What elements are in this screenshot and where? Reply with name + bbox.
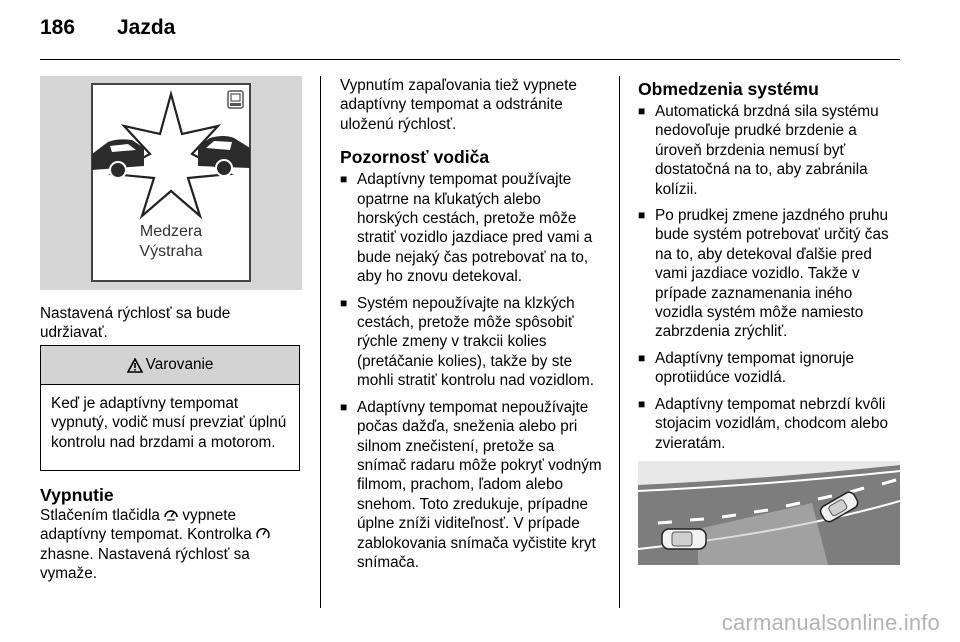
right-column — [638, 78, 900, 486]
attention-list — [340, 170, 602, 572]
chapter-title: Jazda — [117, 16, 176, 39]
vypnutie-text-a: Stlačením tlačidla — [40, 507, 160, 524]
cruise-indicator-icon — [256, 527, 270, 540]
warning-header — [41, 346, 299, 385]
list-item: ■ Po prudkej zmene jazdného pruhu bude systém potrebovať určitý čas na to, aby detekoval ďalšie pred vami jazdiace vozidlo. Takže v prípade zaznamenania iného vozidla systém môže namiesto zabrzdenia zrýchliť. — [638, 206, 900, 342]
list-item: ■ Adaptívny tempomat ignoruje oprotiidúce vozidlá. — [638, 349, 900, 388]
display-text-warning: Výstraha — [139, 243, 203, 260]
page-number: 186 — [40, 16, 76, 39]
heading-driver-attention: Pozornosť vodiča — [340, 147, 490, 168]
gap-warning-illustration — [40, 76, 302, 290]
cruise-off-button-icon — [164, 508, 178, 521]
column-divider-right — [619, 76, 620, 608]
car-own-icon — [662, 529, 706, 549]
curve-road-scene — [638, 461, 900, 565]
warning-triangle-icon — [127, 358, 143, 373]
limits-list — [638, 102, 900, 453]
column-divider-left — [320, 76, 321, 608]
car-front-icon — [228, 91, 243, 108]
vypnutie-paragraph — [40, 506, 302, 584]
list-item: ■ Adaptívny tempomat nebrzdí kvôli stojacim vozidlám, chodcom alebo zvieratám. — [638, 395, 900, 453]
vypnutie-text-c: zhasne. Nastavená rýchlosť sa vymaže. — [40, 545, 250, 583]
section-vypnutie — [40, 484, 302, 584]
ignition-paragraph: Vypnutím zapaľovania tiež vypnete adaptívny tempomat a odstránite uloženú rýchlosť. — [340, 77, 577, 133]
warning-text: Keď je adaptívny tempomat vypnutý, vodič musí prevziať úplnú kontrolu nad brzdami a motorom. — [51, 395, 287, 451]
intro-paragraph: Nastavená rýchlosť sa bude udržiavať. — [40, 305, 231, 342]
heading-system-limits: Obmedzenia systému — [638, 79, 819, 99]
vypnutie-text-b: vypnete adaptívny tempomat. Kontrolka — [40, 507, 252, 544]
watermark: carmanualsonline.info — [721, 610, 940, 635]
warning-title: Varovanie — [145, 356, 214, 373]
curve-illustration — [638, 461, 900, 565]
list-item: ■ Adaptívny tempomat používajte opatrne na kľukatých alebo horských cestách, pretože môže stratiť vozidlo jazdiace pred vami a bude nejaký čas potrebovať na to, aby ho znovu detekoval. — [340, 170, 602, 286]
list-item: ■ Adaptívny tempomat nepoužívajte počas dažďa, sneženia alebo pri silnom znečistení, pretože sa snímač radaru môže pokryť vodným filmom, prachom, ľadom alebo snehom. Toto zredukuje, prípadne úplne zníži viditeľnosť. V prípade zablokovania snímača vyčistite kryt snímača. — [340, 398, 602, 573]
heading-vypnutie: Vypnutie — [40, 485, 114, 505]
display-text-gap: Medzera — [139, 223, 203, 240]
list-item: ■ Automatická brzdná sila systému nedovoľuje prudké brzdenie a úroveň brzdenia nemusí byť dostatočná na to, aby zabránila kolízii. — [638, 102, 900, 199]
middle-column — [340, 76, 602, 579]
header-rule — [40, 59, 900, 60]
list-item: ■ Systém nepoužívajte na klzkých cestách, pretože môže spôsobiť rýchle zmeny v trakcii kolies (pretáčanie kolies), takže by ste mohli stratiť kontrolu nad vozidlom. — [340, 294, 602, 391]
warning-box — [40, 345, 300, 471]
